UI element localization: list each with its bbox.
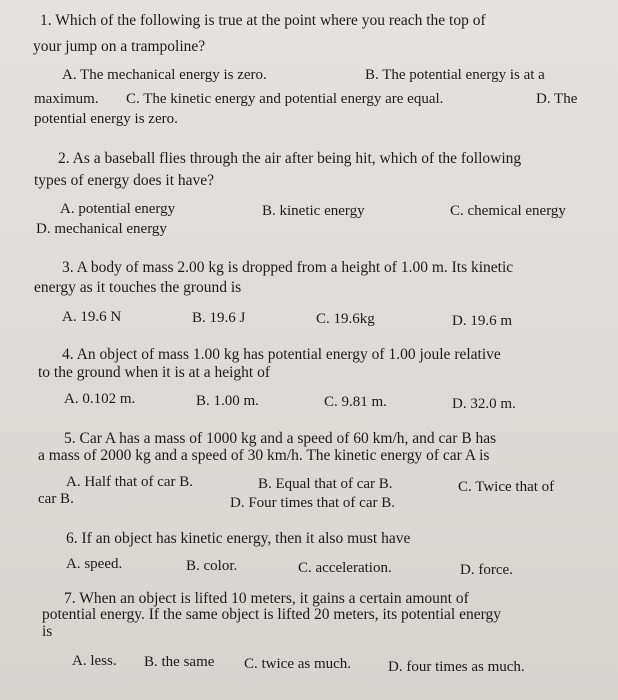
question-7-option-b: B. the same xyxy=(144,654,215,670)
question-1-option-a: A. The mechanical energy is zero. xyxy=(62,67,267,83)
question-4-option-b: B. 1.00 m. xyxy=(196,393,259,409)
question-5-stem-line-2: a mass of 2000 kg and a speed of 30 km/h. The kinetic energy of car A is xyxy=(38,447,490,464)
question-3-option-c: C. 19.6kg xyxy=(316,311,375,327)
question-6-option-b: B. color. xyxy=(186,558,238,574)
question-7-option-c: C. twice as much. xyxy=(244,656,352,672)
question-7-stem-line-1: 7. When an object is lifted 10 meters, it gains a certain amount of xyxy=(64,590,469,607)
question-1-option-d-cont: potential energy is zero. xyxy=(34,111,178,127)
question-4-stem-line-2: to the ground when it is at a height of xyxy=(38,364,271,381)
question-4-stem-line-1: 4. An object of mass 1.00 kg has potential energy of 1.00 joule relative xyxy=(62,346,501,363)
question-7-stem-line-3: is xyxy=(42,623,53,640)
question-1-option-b-cont: maximum. xyxy=(34,91,99,107)
question-4-option-d: D. 32.0 m. xyxy=(452,396,516,412)
question-2-option-d: D. mechanical energy xyxy=(36,221,167,237)
question-7-stem-line-2: potential energy. If the same object is lifted 20 meters, its potential energy xyxy=(42,606,501,623)
question-2-option-c: C. chemical energy xyxy=(450,203,566,219)
question-3-option-b: B. 19.6 J xyxy=(192,310,246,326)
question-6-option-c: C. acceleration. xyxy=(298,560,392,576)
question-1-option-b: B. The potential energy is at a xyxy=(365,67,545,83)
question-2-option-b: B. kinetic energy xyxy=(262,203,365,219)
question-5-option-d: D. Four times that of car B. xyxy=(230,495,395,511)
question-1-option-d: D. The xyxy=(536,91,578,107)
question-3-option-a: A. 19.6 N xyxy=(62,309,122,325)
question-5-option-a: A. Half that of car B. xyxy=(66,474,194,490)
question-6-option-a: A. speed. xyxy=(66,556,123,572)
question-4-option-c: C. 9.81 m. xyxy=(324,394,387,410)
question-3-stem-line-1: 3. A body of mass 2.00 kg is dropped from a height of 1.00 m. Its kinetic xyxy=(62,259,514,276)
question-1-stem-line-1: 1. Which of the following is true at the point where you reach the top of xyxy=(40,12,486,29)
question-5-option-c-cont: car B. xyxy=(38,491,74,507)
question-3-option-d: D. 19.6 m xyxy=(452,313,512,329)
question-7-option-a: A. less. xyxy=(72,653,117,669)
question-2-option-a: A. potential energy xyxy=(60,201,176,217)
question-1-option-c: C. The kinetic energy and potential energy are equal. xyxy=(126,91,444,107)
question-1-stem-line-2: your jump on a trampoline? xyxy=(33,38,206,55)
question-2-stem-line-2: types of energy does it have? xyxy=(34,172,215,189)
question-5-stem-line-1: 5. Car A has a mass of 1000 kg and a speed of 60 km/h, and car B has xyxy=(64,430,497,447)
question-4-option-a: A. 0.102 m. xyxy=(64,391,136,407)
question-5-option-c: C. Twice that of xyxy=(458,479,555,495)
question-6-stem-line-1: 6. If an object has kinetic energy, then it also must have xyxy=(66,530,411,547)
question-7-option-d: D. four times as much. xyxy=(388,659,525,675)
question-6-option-d: D. force. xyxy=(460,562,513,578)
question-5-option-b: B. Equal that of car B. xyxy=(258,476,393,492)
question-3-stem-line-2: energy as it touches the ground is xyxy=(34,279,242,296)
question-2-stem-line-1: 2. As a baseball flies through the air after being hit, which of the following xyxy=(58,150,522,167)
